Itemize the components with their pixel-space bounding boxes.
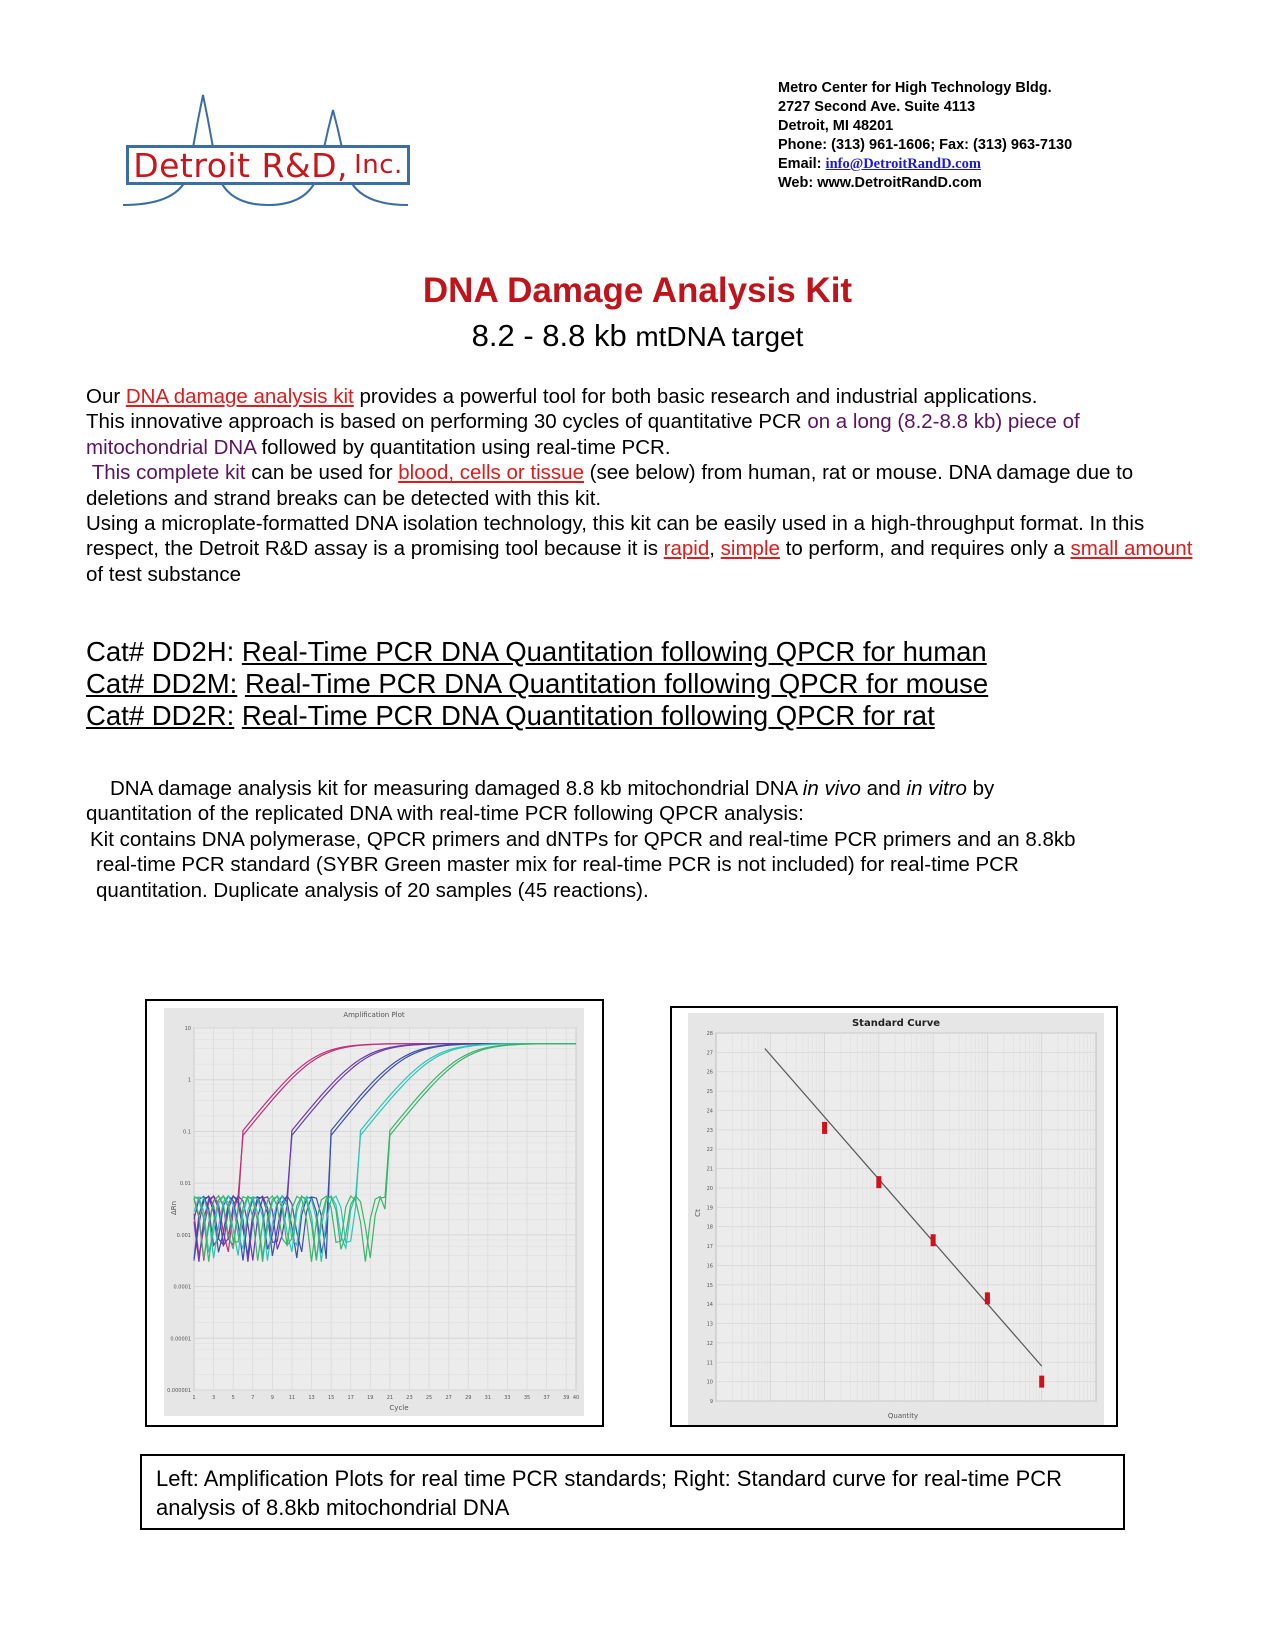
intro-text: followed by quantitation using real-time PCR.: [255, 435, 671, 459]
y-tick-label: 25: [706, 1089, 713, 1096]
y-tick-label: 17: [706, 1244, 713, 1251]
catalog-number[interactable]: Cat# DD2M:: [86, 668, 238, 699]
simple-link[interactable]: simple: [720, 537, 780, 561]
small-amount-link[interactable]: small amount: [1070, 537, 1193, 561]
x-tick-label: 33: [504, 1395, 511, 1401]
standard-curve-point: [822, 1122, 827, 1134]
y-tick-label: 0.1: [183, 1129, 191, 1136]
desc-line: quantitation. Duplicate analysis of 20 samples (45 reactions).: [96, 878, 649, 902]
desc-line: real-time PCR standard (SYBR Green master mix for real-time PCR is not included) for real-time PCR: [96, 853, 1019, 877]
contact-street: 2727 Second Ave. Suite 4113: [778, 99, 976, 115]
contact-city: Detroit, MI 48201: [778, 118, 894, 134]
intro-paragraph: [86, 384, 1196, 587]
contact-email-row: [778, 155, 1072, 174]
y-tick-label: 0.01: [179, 1181, 191, 1188]
y-tick-label: 16: [706, 1263, 713, 1270]
y-tick-label: 14: [706, 1302, 713, 1309]
y-tick-label: 18: [706, 1224, 713, 1231]
logo-name: Detroit R&D,: [133, 145, 349, 185]
amplification-plot-xlabel: Cycle: [389, 1404, 409, 1412]
x-tick-label: 40: [572, 1395, 580, 1401]
sample-types-link[interactable]: blood, cells or tissue: [398, 461, 584, 485]
y-tick-label: 0.00001: [170, 1336, 191, 1343]
catalog-description[interactable]: Real-Time PCR DNA Quantitation following QPCR for rat: [241, 700, 935, 731]
intro-text: Using a microplate-formatted DNA isolation technology, this kit can be easily used in a high-throughput format. In this respect, the Detroit R&D assay is a promising tool because it is: [86, 512, 1145, 561]
y-tick-label: 0.0001: [173, 1284, 191, 1291]
contact-building: Metro Center for High Technology Bldg.: [778, 80, 1052, 96]
amplification-plot-title: Amplification Plot: [343, 1011, 405, 1019]
kit-link[interactable]: DNA damage analysis kit: [125, 385, 354, 408]
contact-block: [778, 79, 1072, 193]
x-tick-label: 31: [484, 1395, 492, 1401]
intro-highlight: This complete kit: [91, 461, 246, 485]
x-tick-label: 9: [270, 1395, 274, 1401]
catalog-list: [86, 636, 988, 732]
y-tick-label: 13: [706, 1321, 713, 1328]
desc-text: DNA damage analysis kit for measuring damaged 8.8 kb mitochondrial DNA: [110, 777, 803, 800]
catalog-description[interactable]: Real-Time PCR DNA Quantitation following QPCR for human: [241, 636, 987, 667]
page-subtitle: [0, 318, 1275, 354]
catalog-number[interactable]: Cat# DD2R:: [86, 700, 235, 731]
y-tick-label: 0.000001: [167, 1388, 191, 1394]
y-tick-label: 27: [706, 1050, 713, 1057]
y-tick-label: 26: [706, 1069, 713, 1076]
standard-curve-point: [876, 1176, 881, 1188]
x-tick-label: 21: [386, 1395, 394, 1401]
standard-curve-point: [931, 1234, 936, 1246]
contact-phone-fax: Phone: (313) 961-1606; Fax: (313) 963-7130: [778, 137, 1073, 153]
intro-text: of test substance: [86, 562, 241, 586]
page-title: DNA Damage Analysis Kit: [422, 271, 853, 310]
x-tick-label: 27: [445, 1395, 452, 1401]
intro-text: Our: [86, 385, 126, 408]
x-tick-label: 1: [192, 1395, 196, 1401]
y-tick-label: 21: [706, 1166, 713, 1173]
x-tick-label: 29: [465, 1395, 472, 1401]
intro-text: to perform, and requires only a: [779, 537, 1071, 561]
y-tick-label: 10: [184, 1026, 191, 1032]
logo-suffix: Inc.: [354, 150, 403, 180]
desc-text: by: [966, 777, 995, 800]
subtitle-size: 8.2 - 8.8 kb: [471, 318, 627, 353]
desc-line: quantitation of the replicated DNA with real-time PCR following QPCR analysis:: [86, 802, 804, 826]
email-link[interactable]: info@DetroitRandD.com: [825, 156, 981, 172]
y-tick-label: 19: [706, 1205, 713, 1212]
standard-curve-title: Standard Curve: [851, 1018, 941, 1029]
rapid-link[interactable]: rapid: [663, 537, 710, 561]
x-tick-label: 23: [406, 1395, 413, 1401]
intro-text: This innovative approach is based on performing 30 cycles of quantitative PCR: [86, 410, 808, 434]
y-tick-label: 9: [709, 1399, 713, 1405]
y-tick-label: 11: [706, 1360, 713, 1367]
x-tick-label: 11: [288, 1395, 296, 1401]
standard-curve-point: [1039, 1376, 1044, 1388]
desc-italic: in vitro: [906, 777, 967, 800]
y-tick-label: 1: [187, 1077, 191, 1084]
y-tick-label: 24: [706, 1108, 713, 1115]
desc-line: Kit contains DNA polymerase, QPCR primers and dNTPs for QPCR and real-time PCR primers and an 8.8kb: [90, 827, 1076, 851]
subtitle-target: mtDNA target: [635, 321, 804, 352]
kit-description: [86, 776, 1206, 903]
desc-text: and: [860, 777, 907, 800]
x-tick-label: 37: [543, 1395, 550, 1401]
y-tick-label: 15: [706, 1282, 713, 1289]
desc-italic: in vivo: [802, 777, 861, 800]
x-tick-label: 3: [211, 1395, 216, 1401]
intro-text: can be used for: [245, 461, 399, 485]
figure-caption: Left: Amplification Plots for real time PCR standards; Right: Standard curve for real-time PCR analysis of 8.8kb mitochondrial DNA: [140, 1454, 1125, 1530]
catalog-description[interactable]: Real-Time PCR DNA Quantitation following QPCR for mouse: [244, 668, 989, 699]
x-tick-label: 25: [425, 1395, 433, 1401]
intro-text: provides a powerful tool for both basic research and industrial applications.: [353, 385, 1038, 408]
y-tick-label: 20: [706, 1185, 713, 1192]
desc-line: [86, 776, 1206, 801]
email-label: Email:: [778, 156, 822, 172]
intro-highlight: on a long (8.2-8.8 kb) piece of mitochondrial DNA: [86, 410, 1080, 459]
x-tick-label: 17: [347, 1395, 354, 1401]
x-tick-label: 35: [523, 1395, 531, 1401]
y-tick-label: 22: [706, 1147, 713, 1154]
standard-curve-xlabel: Quantity: [887, 1412, 919, 1420]
y-tick-label: 23: [706, 1127, 713, 1134]
intro-text: ,: [709, 537, 721, 561]
company-logo: [118, 90, 418, 215]
y-tick-label: 12: [706, 1340, 713, 1347]
amplification-plot-ylabel: ΔRn: [170, 1200, 178, 1216]
y-tick-label: 28: [706, 1031, 713, 1037]
x-tick-label: 39: [563, 1395, 570, 1401]
x-tick-label: 19: [367, 1395, 374, 1401]
amplification-plot: [164, 1008, 584, 1416]
catalog-item-rat: [86, 700, 988, 732]
catalog-item-human: [86, 636, 988, 668]
standard-curve-plot: [688, 1013, 1104, 1425]
intro-text: (see below) from human, rat or mouse. DNA damage due to deletions and strand breaks can be detected with this kit.: [86, 461, 1134, 510]
contact-web: Web: www.DetroitRandD.com: [778, 175, 982, 191]
standard-curve-ylabel: Ct: [694, 1209, 702, 1217]
x-tick-label: 13: [308, 1395, 315, 1401]
catalog-number: Cat# DD2H:: [86, 636, 235, 667]
catalog-item-mouse: [86, 668, 988, 700]
standard-curve-point: [985, 1292, 990, 1304]
logo-wordmark: [126, 145, 410, 185]
x-tick-label: 5: [231, 1395, 235, 1401]
x-tick-label: 15: [327, 1395, 335, 1401]
y-tick-label: 0.001: [176, 1232, 191, 1239]
y-tick-label: 10: [706, 1379, 713, 1386]
x-tick-label: 7: [251, 1395, 255, 1401]
